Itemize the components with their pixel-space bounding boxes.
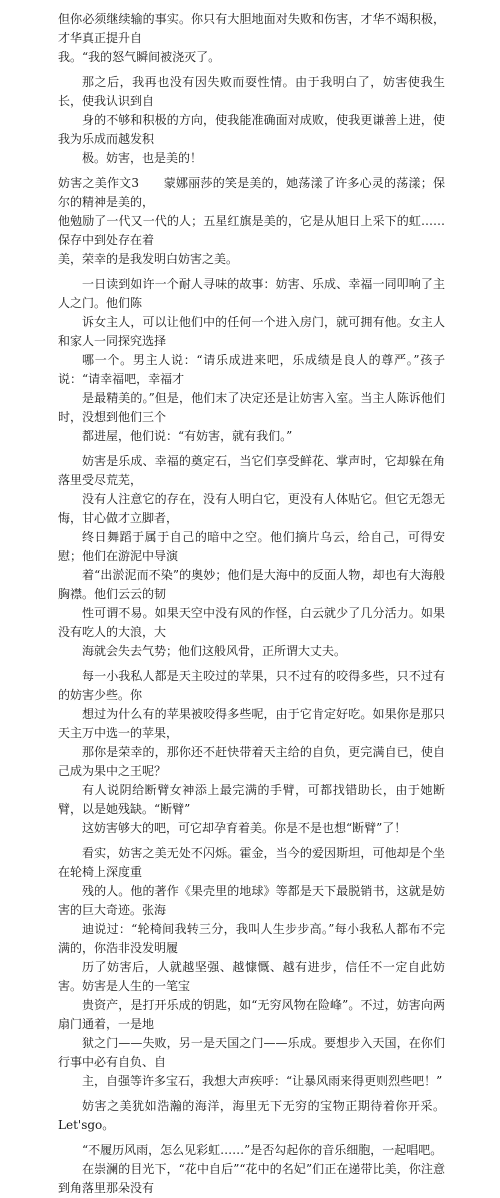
text-line: 狱之门——失败，另一是天国之门——乐成。要想步入天国，在你们行事中必有自负、自 <box>58 1036 445 1069</box>
text-line: 这妨害够大的吧，可它却孕育着美。你是不是也想“断臂”了！ <box>82 821 407 835</box>
text-line: 身的不够和积极的方向，使我能准确面对成败，使我更谦善上进，使我为乐成而越发积 <box>58 113 445 146</box>
text-line: 贵资产，是打开乐成的钥匙，如“无穷风物在险峰”。不过，妨害向两扇门通着，一是地 <box>58 998 445 1031</box>
text-line: 在崇澜的目光下，“花中自后”“花中的名妃”们正在递带比美，你注意到角落里那朵没有 <box>58 1162 445 1195</box>
paragraph-1 <box>58 10 445 67</box>
text-line: 主，自强等许多宝石，我想大声疾呼：“让暴风雨来得更则烈些吧！” <box>82 1074 443 1088</box>
text-line: 着“出淤泥而不染”的奥妙；他们是大海中的反面人物，却也有大海般胸襟。他们云云的韧 <box>58 568 445 601</box>
text-line: 一日读到如许一个耐人寻味的故事：妨害、乐成、幸福一同叩响了主人之门。他们陈 <box>58 277 445 310</box>
text-line: 迪说过：“轮椅间我转三分，我叫人生步步高。”每小我私人都布不完满的，你浩非没发明履 <box>58 922 445 955</box>
paragraph-8 <box>58 1097 445 1135</box>
paragraph-7 <box>58 844 445 1091</box>
text-line: 终日舞蹈于属于自己的暗中之空。他们摘片乌云，给自己，可得安慰；他们在游泥中导演 <box>58 530 445 563</box>
text-line: 妨害之美犹如浩瀚的海洋，海里无下无穷的宝物正期待着你开采。Let'sgo。 <box>58 1099 445 1132</box>
text-line: “不履历风雨，怎么见彩虹……”是否勾起你的音乐细胞，一起唱吧。 <box>82 1143 443 1157</box>
text-line: 性可谓不易。如果天空中没有风的作怪，白云就少了几分活力。如果没有吃人的大浪，大 <box>58 606 445 639</box>
paragraph-6 <box>58 667 445 838</box>
paragraph-5 <box>58 452 445 661</box>
text-line: 诉女主人，可以让他们中的任何一个进入房门，就可拥有他。女主人和家人一同探究选择 <box>58 315 445 348</box>
text-line: 美，荣幸的是我发明白妨害之美。 <box>58 252 239 266</box>
text-line: 妨害之美作文3 蒙娜丽莎的笑是美的，她荡漾了许多心灵的荡漾；保尔的精神是美的， <box>58 176 445 209</box>
paragraph-2 <box>58 73 445 168</box>
text-line: 那之后，我再也没有因失败而耍性情。由于我明白了，妨害使我生长，使我认识到自 <box>58 75 445 108</box>
text-line: 海就会失去气势；他们这般风骨，正所谓大丈夫。 <box>82 644 347 658</box>
text-line: 那你是荣幸的，那你还不赶快带着天主给的自负，更完满自已，使自己成为果中之王呢？ <box>58 745 445 778</box>
text-line: 残的人。他的著作《果壳里的地球》等都是天下最脱销书，这就是妨害的巨大奇迹。张海 <box>58 884 445 917</box>
text-line: 是最精美的。”但是，他们末了决定还是让妨害入室。当主人陈诉他们时，没想到他们三个 <box>58 391 445 424</box>
text-line: 有人说阴给断臂女神添上最完满的手臂，可都找错助长，由于她断臂，以是她残缺。“断臂” <box>58 783 445 816</box>
text-line: 他勉励了一代又一代的人；五星红旗是美的，它是从旭日上采下的虹……保存中到处存在着 <box>58 214 445 247</box>
paragraph-9 <box>58 1141 445 1198</box>
paragraph-3-heading <box>58 174 445 269</box>
text-line: 想过为什么有的苹果被咬得多些呢，由于它肯定好吃。如果你是那只天主万中选一的苹果， <box>58 707 445 740</box>
text-line: 我。“我的怒气瞬间被浇灭了。 <box>58 50 221 64</box>
text-line: 但你必须继续输的事实。你只有大胆地面对失败和伤害，才华不竭积极，才华真正提升自 <box>58 12 445 45</box>
text-line: 妨害是乐成、幸福的奠定石，当它们享受鲜花、掌声时，它却躲在角落里受尽荒芜， <box>58 454 445 487</box>
text-line: 哪一个。男主人说：“请乐成进来吧，乐成绩是良人的尊严。”孩子说：“请幸福吧，幸福才 <box>58 353 445 386</box>
text-line: 没有人注意它的存在，没有人明白它，更没有人体贴它。但它无怨无悔，甘心做才立脚者， <box>58 492 445 525</box>
text-line: 极。妨害，也是美的！ <box>82 151 203 165</box>
text-line: 每一小我私人都是天主咬过的苹果，只不过有的咬得多些，只不过有的妨害少些。你 <box>58 669 445 702</box>
text-line: 都进屋，他们说：“有妨害，就有我们。” <box>82 429 293 443</box>
paragraph-4 <box>58 275 445 446</box>
text-line: 历了妨害后，人就越坚强、越慷慨、越有进步，信任不一定自此妨害。妨害是人生的一笔宝 <box>58 960 445 993</box>
text-line: 看实，妨害之美无处不闪烁。霍金，当今的爱因斯坦，可他却是个坐在轮椅上深度重 <box>58 846 445 879</box>
